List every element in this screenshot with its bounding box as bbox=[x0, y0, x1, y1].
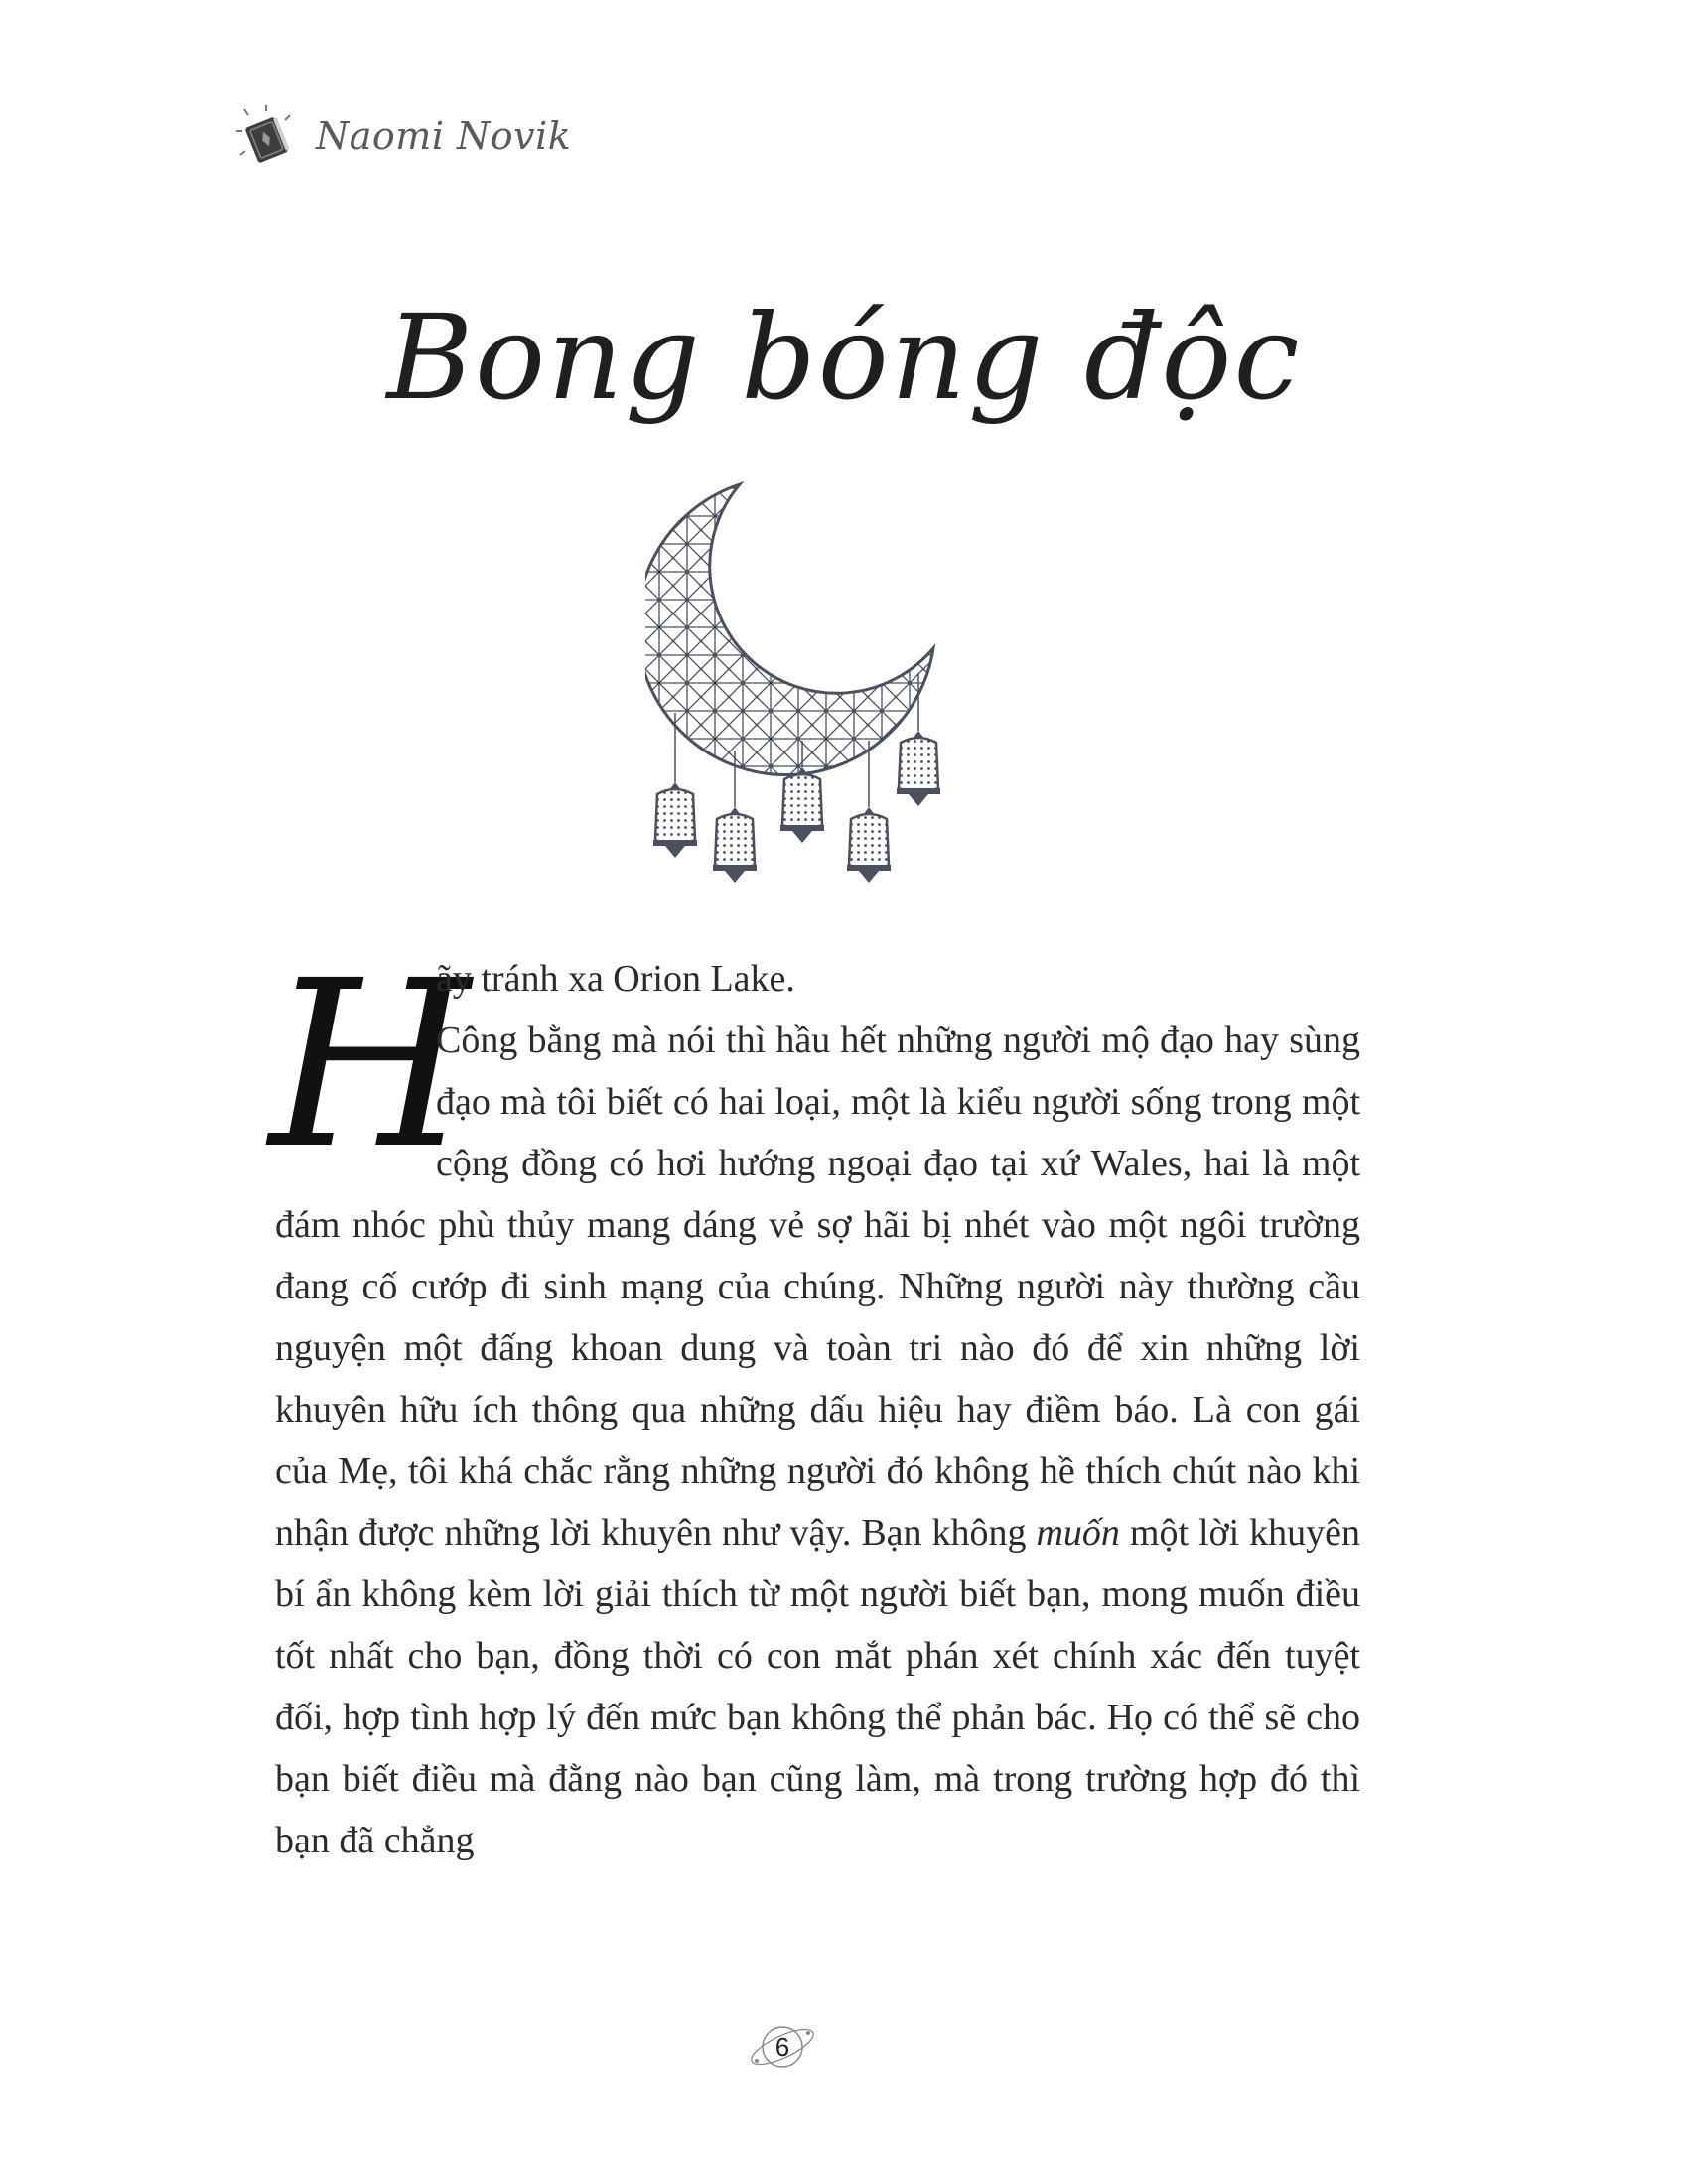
crescent-moon-lanterns-icon bbox=[645, 475, 963, 896]
body-text-part-2: một lời khuyên bí ẩn không kèm lời giải thích từ một người biết bạn, mong muốn điều tốt nhất cho bạn, đồng thời có con mắt phán xét chính xác đến tuyệt đối, hợp tình hợp lý đến mức bạn không thể phản bác. Họ có thể sẽ cho bạn biết điều mà đằng nào bạn cũng làm, mà trong trường hợp đó thì bạn đã chẳng bbox=[275, 1512, 1361, 1861]
page-footer bbox=[747, 2015, 818, 2079]
running-header bbox=[230, 101, 571, 171]
author-name: Naomi Novik bbox=[316, 114, 572, 158]
body-paragraph bbox=[275, 1010, 1360, 1871]
drop-cap: H bbox=[269, 931, 471, 1199]
first-line: ãy tránh xa Orion Lake. bbox=[436, 958, 795, 1000]
emphasized-word: muốn bbox=[1036, 1512, 1120, 1554]
chapter-body bbox=[269, 931, 1361, 1871]
book-icon bbox=[230, 101, 300, 171]
body-text-part-1: Công bằng mà nói thì hầu hết những người mộ đạo hay sùng đạo mà tôi biết có hai loại, một là kiểu người sống trong một cộng đồng có hơi hướng ngoại đạo tại xứ Wales, hai là một đám nhóc phù thủy mang dáng vẻ sợ hãi bị nhét vào một ngôi trường đang cố cướp đi sinh mạng của chúng. Những người này thường cầu nguyện một đấng khoan dung và toàn tri nào đó để xin những lời khuyên hữu ích thông qua những dấu hiệu hay điềm báo. Là con gái của Mẹ, tôi khá chắc rằng những người đó không hề thích chút nào khi nhận được những lời khuyên như vậy. Bạn không bbox=[275, 1020, 1360, 1554]
chapter-title: Bong bóng độc bbox=[386, 289, 1302, 426]
page-number: 6 bbox=[774, 2031, 790, 2062]
